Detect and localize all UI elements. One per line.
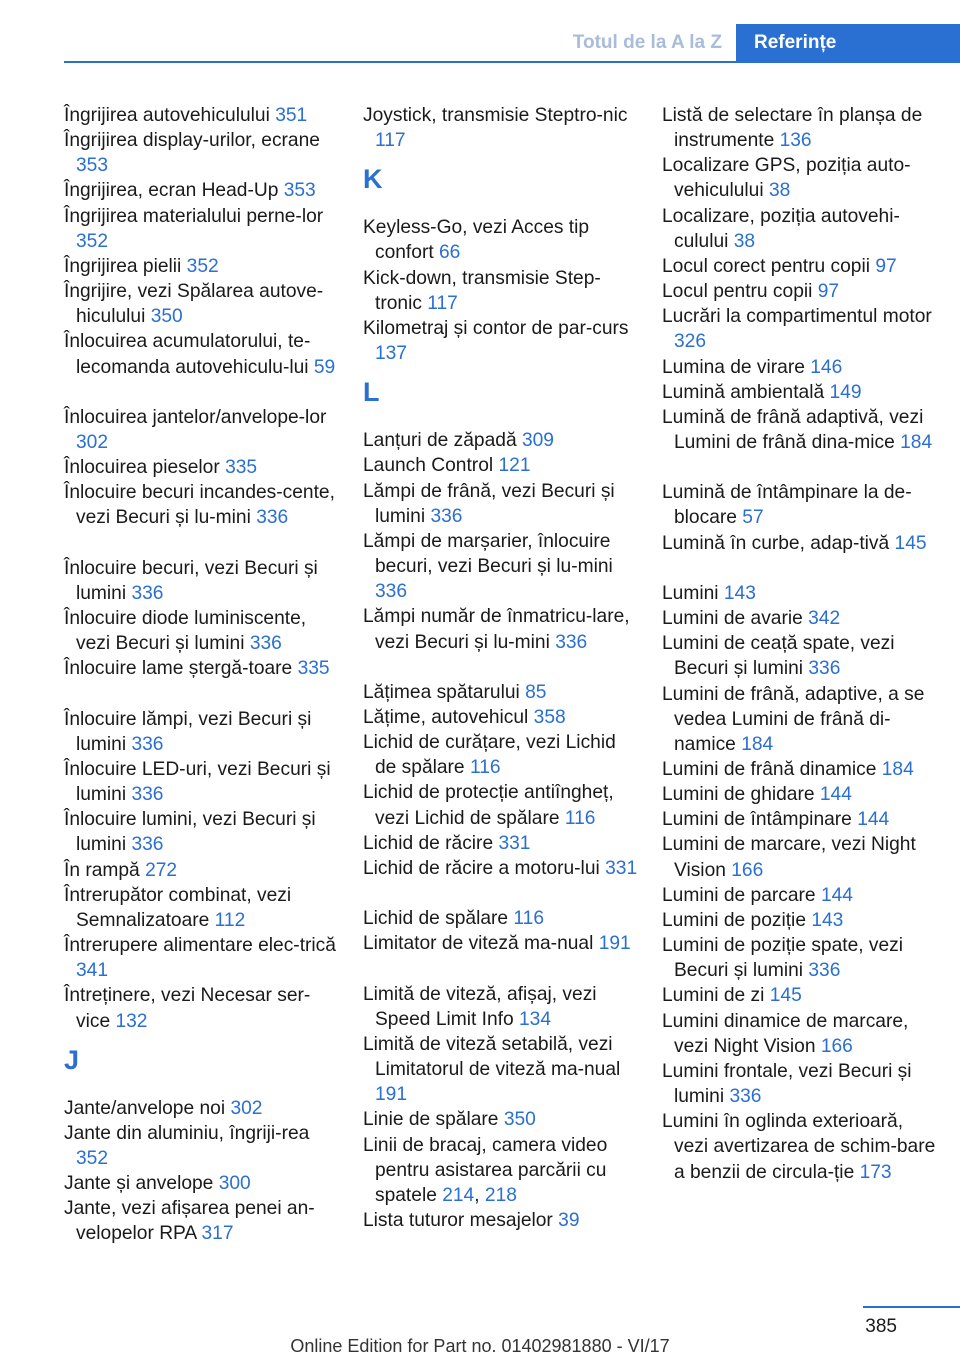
page-link[interactable]: 218 [484,1184,517,1206]
page-link[interactable]: 351 [275,105,308,126]
index-term: Înlocuire becuri, vezi Becuri și lumini [64,557,318,604]
page-link[interactable]: 66 [439,242,461,264]
page-header [559,24,960,62]
footer-rule [863,1306,960,1308]
page-link[interactable]: 352 [186,255,219,277]
page-link[interactable]: 146 [810,356,843,378]
page-link[interactable]: 272 [145,859,178,881]
index-term: Lămpi de marșarier, înlocuire becuri, vezi Becuri și lu-mini [363,530,613,578]
index-entry [64,807,339,857]
page-link[interactable]: 336 [808,960,841,982]
index-entry [363,529,638,604]
header-section-tab[interactable]: Totul de la A la Z [572,32,722,53]
index-entry [662,606,937,631]
index-entry [363,931,638,981]
index-term: Lichid de răcire a motoru-lui [363,857,600,879]
index-entry [363,1107,638,1132]
index-entry [662,682,937,757]
index-term: Linie de spălare [363,1109,499,1131]
page-link[interactable]: 184 [900,432,933,454]
section-letter: K [363,164,383,195]
index-term: Lichid de răcire [363,832,494,854]
index-term: Launch Control [363,455,494,477]
page-link[interactable]: 350 [503,1109,536,1131]
index-term: Lumini în oglinda exterioară, vezi avertizarea de schim-bare a benzii de circula-ție [662,1111,936,1183]
index-term: Lumini de ceață spate, vezi Becuri și lumini [662,633,895,680]
index-entry [363,428,638,453]
page-link[interactable]: 352 [76,230,109,252]
index-entry [64,1121,339,1171]
index-term: Jante și anvelope [64,1173,214,1195]
index-entry [662,933,937,983]
index-term: Lumini de zi [662,985,765,1007]
page-link[interactable]: 336 [430,505,463,527]
index-entry [363,856,638,906]
page-link[interactable]: 116 [564,807,596,829]
page-link[interactable]: 117 [375,130,406,152]
index-term: Lichid de protecție antiîngheț, vezi Lichid de spălare [363,782,614,829]
index-entry [64,757,339,807]
index-entry [64,405,339,455]
index-term: Înlocuirea acumulatorului, te-lecomanda autovehiculu-lui [64,331,311,378]
index-entry [363,1032,638,1107]
page-link[interactable]: 85 [525,681,547,703]
page-link[interactable]: 134 [519,1008,552,1030]
index-entry [662,832,937,882]
page-link[interactable]: 57 [742,507,764,529]
index-entry [64,1096,339,1121]
page-link[interactable]: 143 [723,582,756,604]
page-link[interactable]: 166 [820,1035,853,1057]
page-link[interactable]: 335 [225,457,258,479]
page-link[interactable]: 116 [513,908,545,930]
index-term: Lumini de marcare, vezi Night Vision [662,834,916,881]
page-link[interactable]: 309 [521,430,554,452]
index-term: Limitator de viteză ma-nual [363,933,594,955]
page-link[interactable]: 143 [811,909,844,931]
index-term: Lista tuturor mesajelor [363,1210,553,1232]
index-entry [662,531,937,581]
index-entry [64,556,339,606]
index-entry [64,1196,339,1246]
index-term: Întrerupător combinat, vezi Semnalizatoare [64,884,292,931]
index-term: Lumini frontale, vezi Becuri și lumini [662,1060,912,1108]
index-entry [64,883,339,933]
index-entry [662,631,937,681]
page-link[interactable]: 144 [857,809,890,831]
index-term: Înlocuire lămpi, vezi Becuri și lumini [64,708,312,755]
index-term: Keyless-Go, vezi Acces tip confort [363,217,590,264]
index-column-3 [662,103,937,1210]
index-entry [662,405,937,480]
index-entry [662,983,937,1008]
index-term: Lucrări la compartimentul motor [662,306,932,328]
index-entry [363,831,638,856]
index-entry [662,883,937,908]
index-term: Înlocuirea jantelor/anvelope-lor [64,406,327,428]
header-active-tab[interactable]: Referințe [736,24,960,62]
page-link[interactable]: 336 [808,658,841,680]
index-entry [662,908,937,933]
index-entry [363,316,638,366]
index-term: Limită de viteză, afișaj, vezi Speed Limit Info [363,983,597,1030]
page-link[interactable]: 173 [859,1161,892,1183]
index-term: Lumini de frână, adaptive, a se vedea Lumini de frână di-namice [662,683,925,755]
index-term: Înlocuirea pieselor [64,457,220,479]
index-term: Îngrijirea, ecran Head-Up [64,180,279,202]
section-letter: J [64,1044,80,1075]
page-link[interactable]: 145 [769,985,802,1007]
index-term: Lanțuri de zăpadă [363,430,517,452]
page-link[interactable]: 184 [881,759,914,781]
page-link[interactable]: 302 [230,1097,263,1119]
index-term: Lumini dinamice de marcare, vezi Night Vision [662,1010,909,1057]
index-entry [363,982,638,1032]
page-link[interactable]: 145 [894,532,927,554]
page-link[interactable]: 191 [375,1084,408,1106]
page-link[interactable]: 149 [829,381,862,403]
page-link[interactable]: 358 [533,706,566,728]
index-term: Listă de selectare în planșa de instrumente [662,105,923,152]
index-term: Locul corect pentru copii [662,255,870,277]
page-link[interactable]: 214 [442,1184,475,1206]
index-entry [662,153,937,203]
index-term: Îngrijirea pielii [64,255,182,277]
index-entry [662,204,937,254]
index-term: Îngrijire, vezi Spălarea autove-hiculului [64,281,324,328]
index-term: Jante din aluminiu, îngriji-rea [64,1122,310,1144]
index-entry [662,380,937,405]
index-term: Locul pentru copii [662,281,813,303]
index-entry [64,329,339,404]
page-number: 385 [865,1316,897,1337]
index-term: Lumină în curbe, adap-tivă [662,532,890,554]
page-link[interactable]: 116 [469,757,501,779]
index-entry [662,807,937,832]
index-entry [662,355,937,380]
index-entry [363,680,638,705]
page-link[interactable]: 335 [297,658,330,680]
index-term: Lumini de ghidare [662,784,815,806]
index-entry [64,279,339,329]
page-link[interactable]: 144 [819,784,852,806]
index-entry [64,707,339,757]
index-term: Localizare, poziția autovehi-culului [662,205,900,252]
index-entry [64,656,339,706]
index-entry [64,103,339,128]
index-entry [64,204,339,254]
page-link[interactable]: 336 [375,581,408,603]
page-link[interactable]: 184 [741,733,774,755]
index-term: Lichid de spălare [363,908,509,930]
page-link[interactable]: 191 [598,933,631,955]
page-link[interactable]: 121 [498,455,531,477]
index-term: Îngrijirea materialului perne-lor [64,205,324,227]
page-link[interactable]: 336 [131,784,164,806]
index-entry [363,215,638,265]
page-link[interactable]: 331 [498,832,531,854]
index-term: Lumină de frână adaptivă, vezi Lumini de frână dina-mice [662,406,924,454]
page-link[interactable]: 336 [131,582,164,604]
page-link[interactable]: 336 [729,1086,762,1108]
index-term: Întrerupere alimentare elec-trică [64,935,336,957]
page-link[interactable]: 331 [605,857,638,879]
index-term: În rampă [64,859,140,881]
index-entry [64,933,339,983]
index-term: Lumini de frână dinamice [662,759,877,781]
page-link[interactable]: 300 [218,1173,251,1195]
page-link[interactable]: 336 [256,507,289,529]
page-link[interactable]: 350 [150,306,183,328]
page-link[interactable]: 112 [214,909,246,931]
index-term: Lumini de parcare [662,884,816,906]
index-entry [662,1009,937,1059]
index-entry [64,128,339,178]
index-term: Kick-down, transmisie Step-tronic [363,267,601,314]
page-link[interactable]: 326 [674,331,707,353]
index-term: Lumini de poziție [662,909,806,931]
page-link[interactable]: 137 [375,343,408,365]
index-term: Linii de bracaj, camera video pentru asistarea parcării cu spatele [363,1134,608,1206]
index-entry [64,983,339,1033]
page-link[interactable]: 38 [733,230,756,252]
page-link[interactable]: 352 [76,1148,109,1170]
index-entry [64,455,339,480]
header-rule [64,61,960,63]
index-term: Jante/anvelope noi [64,1097,226,1119]
index-entry [64,858,339,883]
index-entry [363,705,638,730]
index-entry [363,479,638,529]
page-link[interactable]: 342 [808,608,841,630]
page-link[interactable]: 38 [768,180,791,202]
index-entry [662,254,937,279]
index-term: Îngrijirea autovehiculului [64,105,270,126]
page-link[interactable]: 136 [779,130,812,152]
index-entry [363,266,638,316]
index-term: Înlocuire LED-uri, vezi Becuri și lumini [64,758,331,806]
edition-footer: Online Edition for Part no. 01402981880 - VI/17 [290,1336,670,1356]
index-entry [363,730,638,780]
index-term: Kilometraj și contor de par-curs [363,317,629,339]
page-link[interactable]: 166 [731,859,764,881]
index-entry [662,757,937,782]
index-entry [662,103,937,153]
index-entry [662,480,937,530]
index-term: Joystick, transmisie Steptro-nic [363,105,628,126]
index-term: Lămpi de frână, vezi Becuri și lumini [363,480,615,527]
page-link[interactable]: 117 [427,292,458,314]
index-entry [64,254,339,279]
page-link[interactable]: 336 [131,834,164,856]
index-term: Lumină de întâmpinare la de-blocare [662,482,912,529]
index-entry [363,453,638,478]
index-term: Înlocuire lame ștergă-toare [64,658,293,680]
index-entry [363,103,638,153]
index-term: Localizare GPS, poziția auto-vehiculului [662,155,911,202]
index-term: Lumină ambientală [662,381,825,403]
index-column-2 [363,103,638,1233]
page-link[interactable]: 132 [115,1010,148,1032]
page-link[interactable]: 39 [558,1210,580,1232]
page-link[interactable]: 353 [76,155,109,177]
index-entry [662,279,937,304]
index-column-1 [64,103,339,1247]
index-term: Jante, vezi afișarea penei an-velopelor RPA [64,1198,315,1245]
index-term: Lămpi număr de înmatricu-lare, vezi Becuri și lu-mini [363,606,630,653]
index-term: Lățime, autovehicul [363,706,529,728]
index-entry [662,782,937,807]
index-term: Îngrijirea display-urilor, ecrane [64,130,320,152]
index-term: Limită de viteză setabilă, vezi Limitatorul de viteză ma-nual [363,1033,621,1081]
index-term: Lumini de întâmpinare [662,809,852,831]
index-entry [662,304,937,354]
page-link[interactable]: 59 [313,356,336,378]
index-entry [64,178,339,203]
index-entry [64,480,339,555]
page-link[interactable]: 336 [249,633,282,655]
index-term: Lichid de curățare, vezi Lichid de spălare [363,732,616,779]
index-entry [363,906,638,931]
index-term: Înlocuire becuri incandes-cente, vezi Becuri și lu-mini [64,482,335,529]
index-entry [64,606,339,656]
page-link[interactable]: 353 [283,180,316,202]
index-entry [363,780,638,830]
index-entry [363,604,638,679]
page-link[interactable]: 336 [555,631,588,653]
section-letter: L [363,377,380,408]
index-term: Înlocuire diode luminiscente, vezi Becuri și lumini [64,608,307,655]
index-entry [662,1059,937,1109]
page-link[interactable]: 97 [875,255,897,277]
page-link[interactable]: 302 [76,432,109,453]
index-term: Lățimea spătarului [363,681,520,703]
page-link[interactable]: 317 [201,1223,234,1245]
index-term: Lumini de poziție spate, vezi Becuri și lumini [662,935,904,982]
index-entry [64,1171,339,1196]
index-entry: Linii de bracaj, camera video pentru asistarea parcării cu spatele 214, 218 [363,1134,608,1206]
index-entry [363,1208,638,1233]
index-entry [662,581,937,606]
index-term: Lumina de virare [662,356,805,378]
page-link[interactable]: 97 [817,281,840,303]
page-link[interactable]: 144 [820,884,853,906]
index-term: Întreținere, vezi Necesar ser-vice [64,985,311,1032]
index-term: Lumini [662,582,719,604]
page-link[interactable]: 341 [76,960,109,982]
index-term: Lumini de avarie [662,608,803,630]
index-entry [662,1109,937,1210]
page-link[interactable]: 336 [131,733,164,755]
index-term: Înlocuire lumini, vezi Becuri și lumini [64,809,316,856]
